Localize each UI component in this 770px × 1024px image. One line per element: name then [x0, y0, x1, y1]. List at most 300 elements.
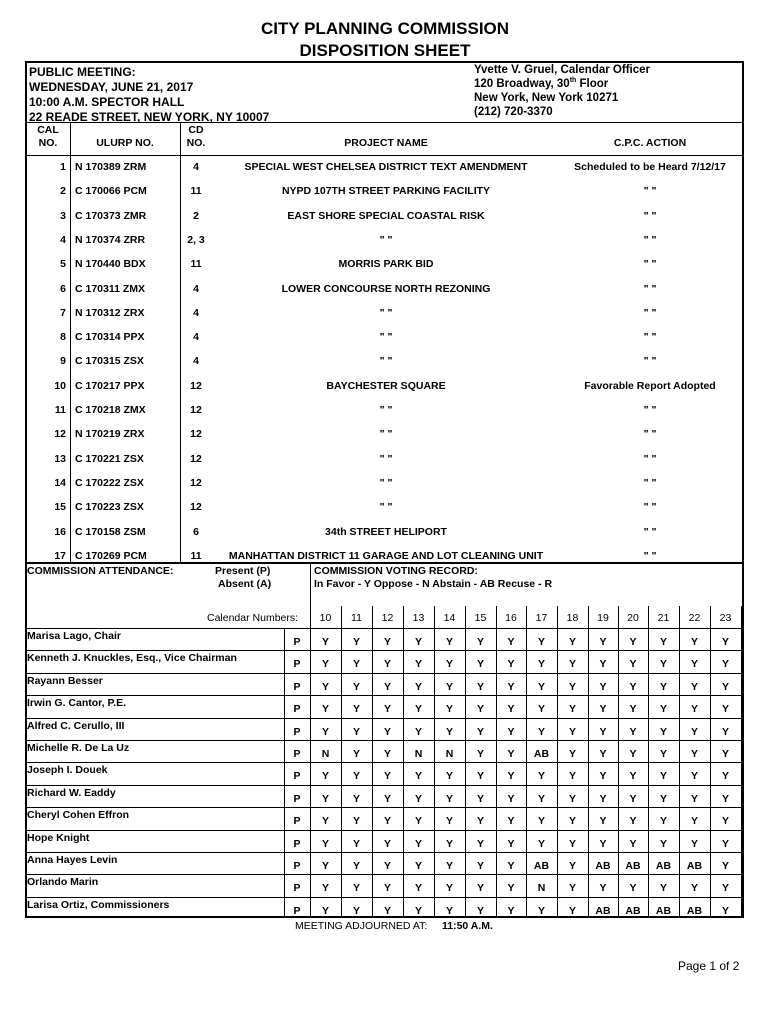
vote-cell: Y	[414, 770, 422, 782]
vote-cell: Y	[721, 860, 729, 872]
vote-cell: Y	[507, 658, 515, 670]
row-cd-no: 12	[190, 404, 202, 416]
vote-cell: Y	[383, 793, 391, 805]
calendar-number: 19	[597, 612, 609, 624]
row-ulurp-no: N 170374 ZRR	[75, 234, 146, 246]
col-project-header: PROJECT NAME	[344, 137, 428, 149]
vote-cell: Y	[507, 838, 515, 850]
vote-cell: Y	[476, 838, 484, 850]
row-project-name: MORRIS PARK BID	[338, 258, 434, 270]
meeting-label: PUBLIC MEETING:	[29, 65, 136, 79]
commissioner-name: Cheryl Cohen Effron	[27, 809, 130, 821]
vote-cell: Y	[721, 726, 729, 738]
document-subtitle: DISPOSITION SHEET	[299, 41, 471, 60]
meeting-time-place: 10:00 A.M. SPECTOR HALL	[29, 95, 185, 109]
vote-cell: Y	[690, 681, 698, 693]
vote-cell: Y	[629, 838, 637, 850]
row-cal-no: 9	[60, 355, 66, 367]
row-cpc-action: " "	[643, 307, 657, 319]
vote-cell: Y	[476, 703, 484, 715]
row-cpc-action: " "	[643, 210, 657, 222]
vote-cell: Y	[414, 636, 422, 648]
commissioner-name: Irwin G. Cantor, P.E.	[27, 697, 126, 709]
vote-cell: Y	[629, 636, 637, 648]
vote-row-line	[25, 673, 744, 674]
row-project-name: " "	[379, 404, 393, 416]
commissioner-name: Joseph I. Douek	[27, 764, 108, 776]
vote-cell: Y	[352, 658, 360, 670]
vote-cell: Y	[352, 748, 360, 760]
vote-cell: Y	[721, 838, 729, 850]
vote-cell: Y	[721, 815, 729, 827]
vote-cell: Y	[537, 726, 545, 738]
vote-cell: Y	[568, 905, 576, 917]
row-project-name: " "	[379, 428, 393, 440]
vote-cell: Y	[599, 882, 607, 894]
vote-cell: Y	[476, 636, 484, 648]
calendar-numbers-label: Calendar Numbers:	[207, 612, 299, 624]
vote-cell: Y	[445, 882, 453, 894]
row-ulurp-no: C 170222 ZSX	[75, 477, 144, 489]
vote-cell: Y	[445, 838, 453, 850]
vote-cell: Y	[352, 703, 360, 715]
commissioner-attendance: P	[293, 726, 301, 738]
vote-cell: Y	[352, 905, 360, 917]
row-cal-no: 12	[54, 428, 66, 440]
vote-cell: Y	[476, 681, 484, 693]
commissioner-attendance: P	[293, 703, 301, 715]
vote-row-line	[25, 695, 744, 696]
vote-cell: Y	[537, 793, 545, 805]
row-cd-no: 11	[190, 258, 202, 270]
vote-cell: Y	[629, 703, 637, 715]
vote-cell: Y	[629, 681, 637, 693]
commissioner-attendance: P	[293, 860, 301, 872]
vote-cell: Y	[352, 681, 360, 693]
vote-cell: Y	[690, 748, 698, 760]
vote-cell: Y	[690, 658, 698, 670]
vote-cell: Y	[537, 703, 545, 715]
calendar-number: 14	[443, 612, 456, 624]
calendar-number: 18	[566, 612, 579, 624]
vote-cell: Y	[599, 636, 607, 648]
vote-cell: Y	[445, 815, 453, 827]
vote-cell: Y	[445, 793, 453, 805]
vote-cell: Y	[568, 681, 576, 693]
vote-cell: Y	[629, 793, 637, 805]
vote-cell: Y	[445, 726, 453, 738]
row-ulurp-no: C 170223 ZSX	[75, 501, 144, 513]
header-divider	[25, 122, 744, 123]
adjourned-time: 11:50 A.M.	[442, 920, 493, 932]
row-cd-no: 12	[190, 428, 202, 440]
vote-cell: Y	[721, 703, 729, 715]
row-ulurp-no: C 170218 ZMX	[75, 404, 146, 416]
row-cpc-action: " "	[643, 283, 657, 295]
calendar-number: 22	[688, 612, 701, 624]
vote-row-line	[25, 650, 744, 651]
commissioner-name: Richard W. Eaddy	[27, 787, 116, 799]
row-ulurp-no: C 170217 PPX	[75, 380, 145, 392]
vote-cell: Y	[321, 681, 329, 693]
vote-cell: Y	[507, 636, 515, 648]
row-cd-no: 4	[193, 355, 199, 367]
row-cal-no: 7	[60, 307, 66, 319]
vote-cell: Y	[321, 838, 329, 850]
vote-cell: Y	[445, 658, 453, 670]
col-cd-header-2: NO.	[186, 137, 206, 149]
vote-cell: Y	[383, 726, 391, 738]
officer-phone: (212) 720-3370	[474, 106, 553, 118]
row-ulurp-no: C 170314 PPX	[75, 331, 145, 343]
vote-cell: Y	[690, 703, 698, 715]
officer-address: 120 Broadway, 30th Floor	[474, 77, 609, 90]
vote-cell: AB	[533, 860, 550, 872]
commissioner-name: Marisa Lago, Chair	[27, 630, 121, 642]
vote-cell: Y	[507, 905, 515, 917]
row-cd-no: 4	[193, 331, 199, 343]
vote-cell: Y	[629, 882, 637, 894]
vote-cell: Y	[445, 681, 453, 693]
vote-cell: Y	[352, 860, 360, 872]
row-project-name: SPECIAL WEST CHELSEA DISTRICT TEXT AMENDMENT	[244, 161, 528, 173]
commissioner-name: Hope Knight	[27, 832, 90, 844]
row-cpc-action: " "	[643, 355, 657, 367]
vote-cell: Y	[659, 838, 667, 850]
vote-cell: Y	[321, 793, 329, 805]
vote-cell: Y	[629, 815, 637, 827]
vote-cell: AB	[655, 860, 672, 872]
commissioner-attendance: P	[293, 882, 301, 894]
row-cpc-action: " "	[643, 404, 657, 416]
row-ulurp-no: N 170389 ZRM	[75, 161, 147, 173]
vote-cell: Y	[414, 838, 422, 850]
vote-cell: AB	[686, 860, 703, 872]
vote-cell: Y	[629, 770, 637, 782]
vote-cell: Y	[476, 815, 484, 827]
col-action-header: C.P.C. ACTION	[613, 137, 687, 149]
vote-cell: Y	[568, 882, 576, 894]
row-ulurp-no: C 170066 PCM	[75, 185, 147, 197]
vote-header-line	[25, 628, 744, 629]
vote-cell: Y	[690, 636, 698, 648]
row-cpc-action: " "	[643, 185, 657, 197]
page-number: Page 1 of 2	[678, 959, 740, 973]
row-cpc-action: Scheduled to be Heard 7/12/17	[574, 161, 726, 173]
vote-cell: Y	[599, 726, 607, 738]
vote-cell: Y	[537, 681, 545, 693]
row-cal-no: 2	[60, 185, 66, 197]
vote-cell: Y	[568, 658, 576, 670]
attendance-absent: Absent (A)	[218, 578, 272, 590]
meeting-date: WEDNESDAY, JUNE 21, 2017	[29, 80, 194, 94]
row-cal-no: 15	[54, 501, 66, 513]
vote-cell: Y	[721, 748, 729, 760]
vote-cell: Y	[568, 703, 576, 715]
vote-cell: Y	[721, 658, 729, 670]
vote-cell: Y	[414, 860, 422, 872]
vote-cell: Y	[721, 636, 729, 648]
commissioner-attendance: P	[293, 681, 301, 693]
vote-cell: Y	[568, 748, 576, 760]
calendar-number: 20	[627, 612, 639, 624]
commissioner-attendance: P	[293, 658, 301, 670]
officer-name: Yvette V. Gruel, Calendar Officer	[474, 64, 650, 76]
vote-cell: Y	[690, 838, 698, 850]
row-project-name: MANHATTAN DISTRICT 11 GARAGE AND LOT CLEANING UNIT	[228, 550, 544, 562]
vote-cell: Y	[321, 636, 329, 648]
commissioner-attendance: P	[293, 636, 301, 648]
vote-cell: Y	[599, 815, 607, 827]
commissioner-attendance: P	[293, 770, 301, 782]
vote-cell: Y	[383, 636, 391, 648]
vote-cell: Y	[476, 860, 484, 872]
row-cd-no: 4	[193, 283, 199, 295]
vote-cell: Y	[599, 770, 607, 782]
calendar-number: 17	[535, 612, 548, 624]
vote-row-line	[25, 830, 744, 831]
vote-cell: Y	[507, 793, 515, 805]
row-cd-no: 2, 3	[187, 234, 205, 246]
vote-row-line	[25, 897, 744, 898]
vote-cell: AB	[595, 860, 611, 872]
commissioner-name: Michelle R. De La Uz	[27, 742, 130, 754]
vote-cell: Y	[321, 882, 329, 894]
row-project-name: 34th STREET HELIPORT	[325, 526, 447, 538]
row-project-name: " "	[379, 307, 393, 319]
vote-cell: AB	[625, 905, 641, 917]
row-project-name: " "	[379, 234, 393, 246]
vote-cell: Y	[721, 793, 729, 805]
commissioner-attendance: P	[293, 815, 301, 827]
vote-cell: N	[414, 748, 423, 760]
row-cd-no: 2	[193, 210, 199, 222]
vote-cell: Y	[445, 905, 453, 917]
vote-cell: Y	[476, 770, 484, 782]
row-cpc-action: " "	[643, 550, 657, 562]
row-cpc-action: " "	[643, 501, 657, 513]
row-ulurp-no: C 170269 PCM	[75, 550, 147, 562]
row-ulurp-no: C 170315 ZSX	[75, 355, 144, 367]
vote-cell: Y	[383, 681, 391, 693]
row-cd-no: 12	[190, 453, 202, 465]
vote-cell: Y	[352, 770, 360, 782]
calendar-number: 23	[719, 612, 732, 624]
officer-city: New York, New York 10271	[474, 92, 619, 104]
vote-cell: Y	[568, 793, 576, 805]
vote-cell: Y	[537, 905, 545, 917]
vote-cell: Y	[476, 726, 484, 738]
vote-cell: Y	[599, 748, 607, 760]
vote-row-line	[25, 785, 744, 786]
vote-cell: Y	[383, 748, 391, 760]
row-cd-no: 12	[190, 501, 202, 513]
calendar-number: 15	[474, 612, 487, 624]
vote-cell: Y	[321, 726, 329, 738]
vote-cell: Y	[599, 658, 607, 670]
commissioner-name: Alfred C. Cerullo, III	[27, 720, 125, 732]
row-cal-no: 11	[54, 404, 66, 416]
vote-cell: Y	[383, 770, 391, 782]
vote-cell: Y	[721, 882, 729, 894]
vote-cell: Y	[321, 658, 329, 670]
vote-cell: Y	[659, 636, 667, 648]
row-cd-no: 4	[193, 307, 199, 319]
vote-cell: Y	[629, 658, 637, 670]
attendance-present: Present (P)	[215, 565, 271, 577]
row-cd-no: 11	[190, 185, 202, 197]
row-cal-no: 10	[54, 380, 66, 392]
vote-row-line	[25, 874, 744, 875]
vote-cell: Y	[659, 770, 667, 782]
row-cd-no: 12	[190, 477, 202, 489]
commissioner-attendance: P	[293, 793, 301, 805]
vote-cell: AB	[686, 905, 703, 917]
row-project-name: BAYCHESTER SQUARE	[326, 380, 446, 392]
vote-cell: Y	[659, 793, 667, 805]
vote-cell: Y	[383, 838, 391, 850]
column-divider	[180, 122, 181, 564]
col-ulurp-header: ULURP NO.	[96, 137, 154, 149]
row-cpc-action: Favorable Report Adopted	[584, 380, 716, 392]
vote-cell: Y	[507, 882, 515, 894]
row-cal-no: 17	[54, 550, 66, 562]
vote-cell: Y	[659, 726, 667, 738]
vote-cell: AB	[595, 905, 611, 917]
vote-cell: Y	[352, 793, 360, 805]
vote-cell: Y	[690, 793, 698, 805]
vote-cell: Y	[537, 636, 545, 648]
calendar-number: 12	[381, 612, 394, 624]
row-cpc-action: " "	[643, 526, 657, 538]
row-cal-no: 14	[54, 477, 66, 489]
vote-cell: Y	[690, 882, 698, 894]
col-cd-header: CD	[188, 124, 204, 136]
vote-cell: Y	[476, 882, 484, 894]
row-ulurp-no: C 170221 ZSX	[75, 453, 144, 465]
vote-cell: Y	[599, 681, 607, 693]
vote-cell: Y	[383, 815, 391, 827]
vote-cell: Y	[352, 726, 360, 738]
vote-cell: Y	[507, 860, 515, 872]
vote-cell: N	[537, 882, 546, 894]
voting-record-label: COMMISSION VOTING RECORD:	[314, 565, 478, 577]
voting-legend: In Favor - Y Oppose - N Abstain - AB Recuse - R	[314, 578, 553, 590]
column-header-divider	[25, 155, 744, 156]
row-cal-no: 8	[60, 331, 66, 343]
vote-cell: Y	[537, 658, 545, 670]
vote-cell: Y	[659, 748, 667, 760]
vote-row-line	[25, 740, 744, 741]
vote-cell: Y	[659, 681, 667, 693]
meeting-address: 22 READE STREET, NEW YORK, NY 10007	[29, 110, 270, 124]
row-project-name: " "	[379, 453, 393, 465]
row-cd-no: 12	[190, 380, 202, 392]
row-ulurp-no: C 170373 ZMR	[75, 210, 147, 222]
vote-cell: Y	[629, 726, 637, 738]
row-ulurp-no: N 170219 ZRX	[75, 428, 145, 440]
vote-cell: Y	[507, 770, 515, 782]
vote-cell: AB	[625, 860, 641, 872]
vote-cell: Y	[476, 793, 484, 805]
vote-cell: Y	[629, 748, 637, 760]
calendar-number: 16	[505, 612, 517, 624]
vote-cell: Y	[383, 703, 391, 715]
calendar-number: 11	[351, 612, 362, 624]
row-project-name: " "	[379, 355, 393, 367]
col-cal-header: CAL	[37, 124, 59, 136]
row-cpc-action: " "	[643, 428, 657, 440]
adjourned-label: MEETING ADJOURNED AT:	[295, 920, 428, 932]
vote-cell: Y	[507, 815, 515, 827]
vote-cell: Y	[445, 703, 453, 715]
row-cal-no: 5	[60, 258, 66, 270]
vote-cell: Y	[414, 882, 422, 894]
row-cd-no: 4	[193, 161, 199, 173]
vote-cell: Y	[507, 681, 515, 693]
document-title: CITY PLANNING COMMISSION	[260, 19, 510, 38]
row-cpc-action: " "	[643, 453, 657, 465]
commissioner-name: Rayann Besser	[27, 675, 103, 687]
vote-cell: Y	[476, 658, 484, 670]
row-cd-no: 11	[190, 550, 202, 562]
vote-cell: Y	[383, 882, 391, 894]
commissioner-attendance: P	[293, 748, 301, 760]
row-cd-no: 6	[193, 526, 199, 538]
vote-cell: Y	[599, 793, 607, 805]
vote-cell: Y	[599, 703, 607, 715]
vote-cell: Y	[690, 815, 698, 827]
column-divider	[70, 122, 71, 564]
vote-cell: Y	[352, 636, 360, 648]
commissioner-name: Orlando Marin	[27, 876, 99, 888]
vote-cell: Y	[568, 860, 576, 872]
calendar-number: 10	[319, 612, 332, 624]
vote-cell: Y	[414, 905, 422, 917]
vote-cell: Y	[568, 636, 576, 648]
vote-cell: Y	[721, 681, 729, 693]
commissioner-name: Kenneth J. Knuckles, Esq., Vice Chairman	[27, 652, 237, 664]
row-ulurp-no: C 170158 ZSM	[75, 526, 146, 538]
vote-cell: Y	[414, 658, 422, 670]
commissioner-attendance: P	[293, 905, 301, 917]
vote-cell: Y	[445, 860, 453, 872]
row-cal-no: 16	[54, 526, 66, 538]
row-cal-no: 4	[60, 234, 66, 246]
vote-cell: Y	[414, 681, 422, 693]
vote-cell: Y	[507, 726, 515, 738]
row-ulurp-no: C 170311 ZMX	[75, 283, 146, 295]
vote-cell: Y	[476, 748, 484, 760]
vote-cell: Y	[721, 770, 729, 782]
row-cpc-action: " "	[643, 477, 657, 489]
vote-cell: Y	[445, 636, 453, 648]
row-cpc-action: " "	[643, 234, 657, 246]
row-project-name: EAST SHORE SPECIAL COASTAL RISK	[287, 210, 485, 222]
col-cal-header-2: NO.	[38, 137, 58, 149]
vote-cell: Y	[537, 815, 545, 827]
vote-cell: Y	[321, 703, 329, 715]
row-project-name: NYPD 107TH STREET PARKING FACILITY	[281, 185, 491, 197]
vote-cell: Y	[690, 726, 698, 738]
vote-cell: Y	[659, 703, 667, 715]
vote-cell: Y	[383, 860, 391, 872]
row-project-name: " "	[379, 331, 393, 343]
vote-cell: Y	[414, 793, 422, 805]
vote-cell: Y	[352, 815, 360, 827]
row-ulurp-no: N 170312 ZRX	[75, 307, 145, 319]
vote-cell: Y	[414, 703, 422, 715]
